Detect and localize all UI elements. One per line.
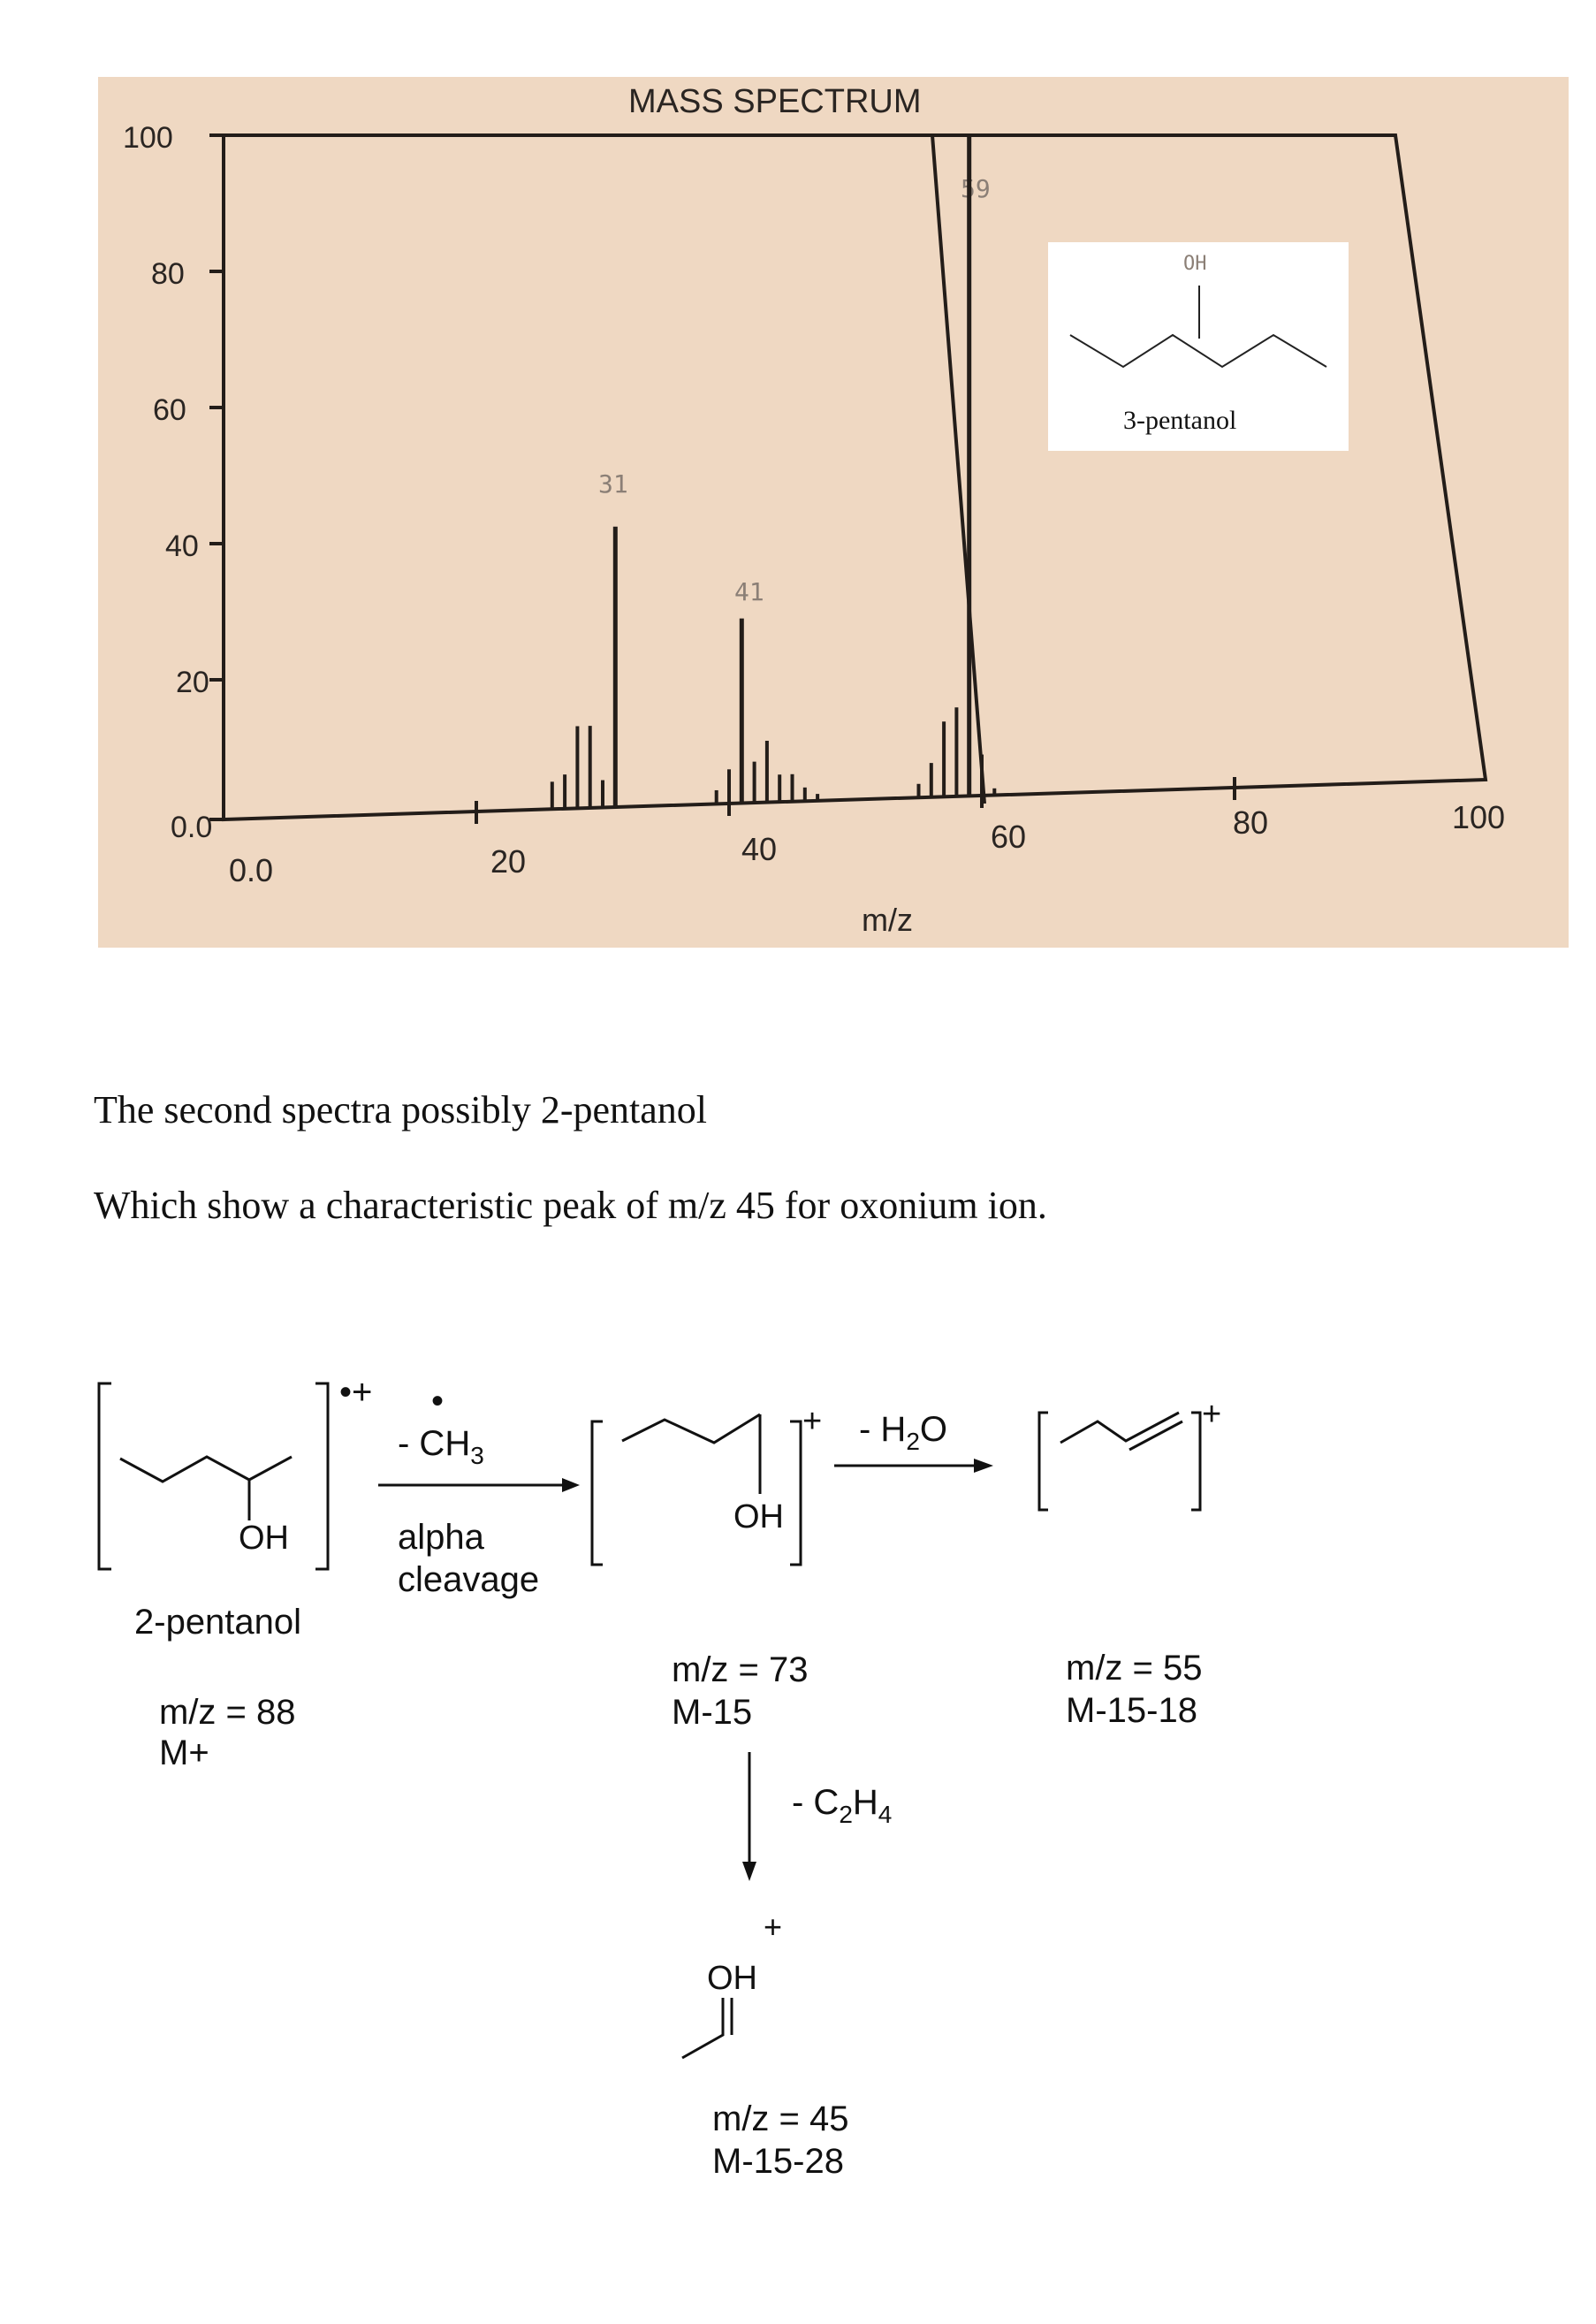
compound2-oh-label: OH xyxy=(733,1498,784,1535)
peak-label-59: 59 xyxy=(961,174,991,203)
compound4-oh-label: OH xyxy=(707,1960,757,1997)
compound2-charge: + xyxy=(802,1403,823,1440)
compound2-right-bracket xyxy=(790,1421,801,1565)
y-tick-label-100: 100 xyxy=(123,121,173,155)
radical-dot: • xyxy=(431,1382,445,1421)
compound3-structure xyxy=(1060,1413,1179,1443)
compound4-charge: + xyxy=(764,1909,783,1945)
compound2-mz: m/z = 73 xyxy=(672,1650,809,1689)
y-tick-label-60: 60 xyxy=(153,393,186,427)
compound1-mz: m/z = 88 xyxy=(159,1693,296,1732)
step2-reagent: - $H_2O$ xyxy=(859,1410,948,1455)
compound2-left-bracket xyxy=(592,1421,603,1565)
step1-label-cleavage: cleavage xyxy=(398,1560,540,1599)
inset-oh-label: OH xyxy=(1183,253,1207,275)
text-line-2: Which show a characteristic peak of m/z 45 for oxonium ion. xyxy=(94,1184,1047,1227)
x-tick-label-40: 40 xyxy=(741,831,778,867)
step3-reagent: - $C_2H_4$ xyxy=(792,1783,893,1828)
x-tick-label-60: 60 xyxy=(991,819,1027,855)
x-axis-label: m/z xyxy=(862,902,913,938)
compound3-desc: M-15-18 xyxy=(1066,1691,1197,1730)
y-tick-label-0: 0.0 xyxy=(171,811,213,844)
compound1-left-bracket xyxy=(99,1383,111,1569)
compound1-charge: •+ xyxy=(339,1373,373,1412)
compound1-desc: M+ xyxy=(159,1733,209,1772)
compound4-structure xyxy=(682,1998,723,2058)
y-tick-label-20: 20 xyxy=(176,666,209,699)
compound3-charge: + xyxy=(1202,1396,1222,1433)
peak-label-31: 31 xyxy=(598,469,628,499)
compound1-oh-label: OH xyxy=(239,1520,289,1557)
x-tick-label-0: 0.0 xyxy=(229,852,274,888)
step1-reagent: - $CH_3$ xyxy=(398,1424,484,1469)
y-tick-label-40: 40 xyxy=(165,530,199,563)
compound2-desc: M-15 xyxy=(672,1693,753,1732)
compound1-name: 2-pentanol xyxy=(134,1603,302,1642)
compound4-mz: m/z = 45 xyxy=(712,2099,849,2138)
chart-title: MASS SPECTRUM xyxy=(628,83,922,120)
x-tick-label-100: 100 xyxy=(1452,799,1506,835)
compound1-right-bracket xyxy=(315,1383,328,1569)
compound1-structure xyxy=(120,1457,292,1482)
x-tick-label-80: 80 xyxy=(1233,804,1269,841)
step1-label-alpha: alpha xyxy=(398,1518,484,1557)
compound2-structure xyxy=(622,1414,760,1443)
compound3-left-bracket xyxy=(1039,1413,1048,1510)
compound4-desc: M-15-28 xyxy=(712,2142,844,2181)
compound3-mz: m/z = 55 xyxy=(1066,1649,1203,1688)
inset-structure-label: 3-pentanol xyxy=(1123,406,1237,435)
peak-label-41: 41 xyxy=(734,577,764,606)
text-line-1: The second spectra possibly 2-pentanol xyxy=(94,1088,708,1132)
x-tick-label-20: 20 xyxy=(490,843,527,880)
y-tick-label-80: 80 xyxy=(151,257,185,291)
compound3-right-bracket xyxy=(1191,1413,1200,1510)
